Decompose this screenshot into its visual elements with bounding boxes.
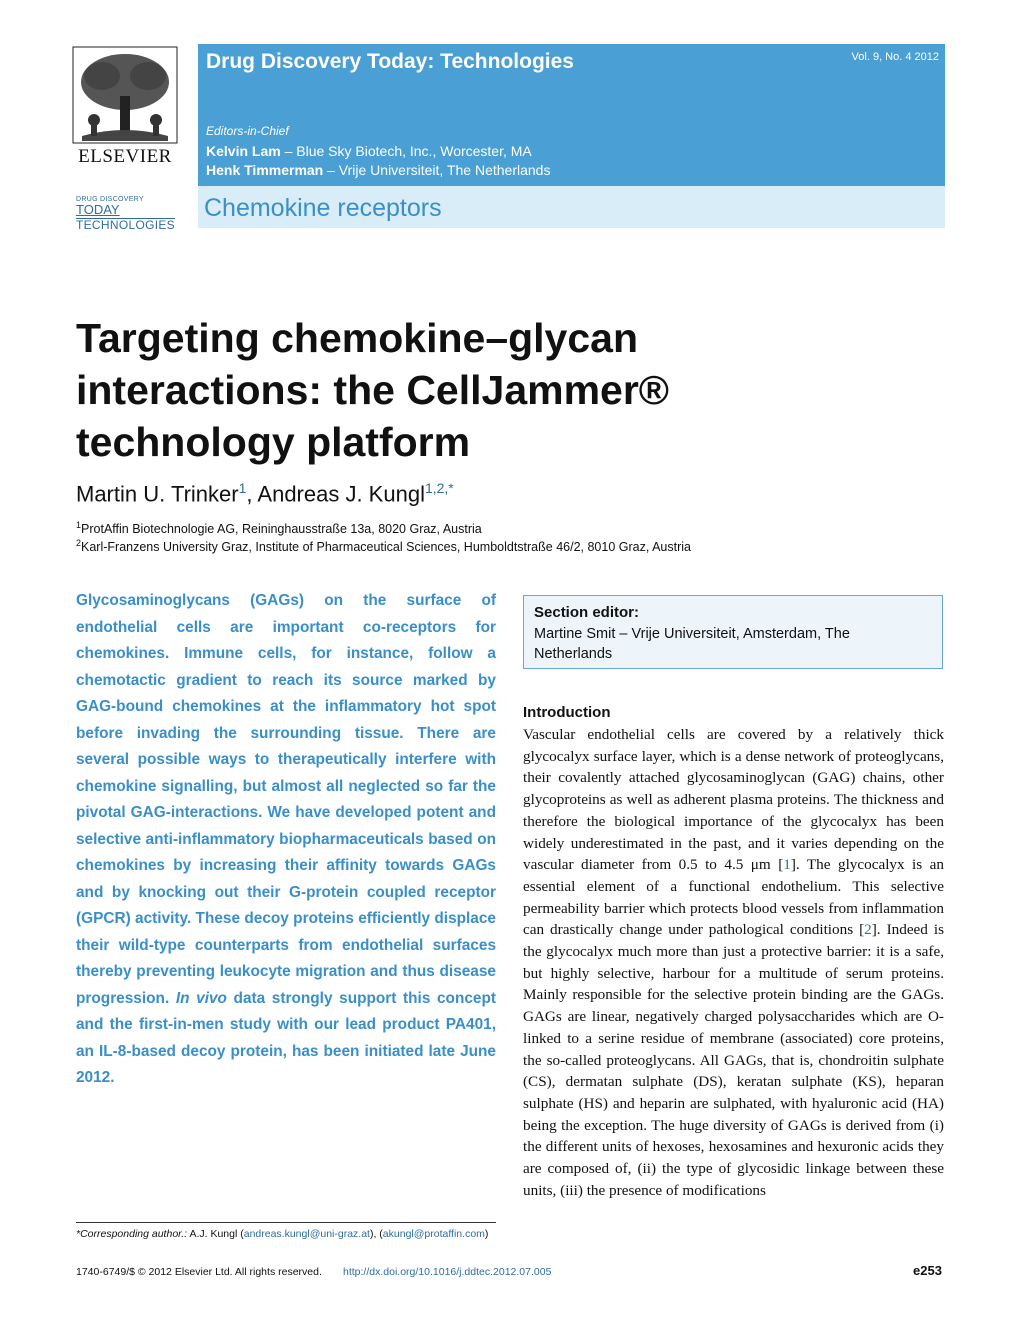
author-separator: , xyxy=(246,481,258,507)
section-title: Chemokine receptors xyxy=(204,194,442,222)
footnote-divider xyxy=(76,1222,496,1223)
footnote-end: ) xyxy=(484,1228,489,1240)
reference-link[interactable]: 2 xyxy=(864,921,872,939)
editor-entry xyxy=(206,162,550,178)
affiliation-text: Karl-Franzens University Graz, Institute of Pharmaceutical Sciences, Humboldtstraße 46/2, 8010 Graz, Austria xyxy=(81,540,691,555)
elsevier-logo xyxy=(72,46,178,168)
title-line: technology platform xyxy=(76,419,471,465)
editors-label: Editors-in-Chief xyxy=(206,124,289,138)
editor-name: Kelvin Lam xyxy=(206,143,281,159)
author-list xyxy=(76,480,454,507)
abstract-text: data strongly support this concept and the first-in-men study with our lead product PA401, an IL-8-based decoy protein, has been initiated late June 2012. xyxy=(76,989,497,1086)
journal-header-banner xyxy=(198,44,945,186)
body-text: ]. The glycocalyx is an essential element of a functional endothelium. This selective permeability barrier which protects blood vessels from inflammation can drastically change under pathological conditions [ xyxy=(523,856,944,939)
affiliation xyxy=(76,538,691,554)
affiliation xyxy=(76,520,482,536)
section-editor-label: Section editor: xyxy=(534,604,640,621)
elsevier-tree-icon xyxy=(72,46,178,144)
author-affil-sup: 1 xyxy=(238,480,247,496)
title-line: interactions: the CellJammer® xyxy=(76,367,669,413)
affiliation-text: ProtAffin Biotechnologie AG, Reininghausstraße 13a, 8020 Graz, Austria xyxy=(81,522,482,537)
editor-affiliation: – Vrije Universiteit, The Netherlands xyxy=(323,162,551,178)
footnote-name: A.J. Kungl ( xyxy=(187,1228,244,1240)
section-editor-name: Martine Smit – Vrije Universiteit, Amsterdam, The Netherlands xyxy=(534,626,850,662)
author-name: Martin U. Trinker xyxy=(76,481,239,507)
affiliation-sup: 2 xyxy=(76,538,82,548)
email-link[interactable]: andreas.kungl@uni-graz.at xyxy=(243,1228,370,1240)
publisher-name: ELSEVIER xyxy=(78,146,172,167)
abstract-text: Glycosaminoglycans (GAGs) on the surface of endothelial cells are important co-receptors for chemokines. Immune cells, for instance, follow a chemotactic gradient to reach its source marked by GAG-bound chemokines at the inflammatory hot spot before invading the surrounding tissue. There are several possible ways to therapeutically interfere with chemokine signalling, but almost all neglected so far the pivotal GAG-interactions. We have developed potent and selective anti-inflammatory biopharmaceuticals based on chemokines by increasing their affinity towards GAGs and by knocking out their G-protein coupled receptor (GPCR) activity. These decoy proteins efficiently displace their wild-type counterparts from endothelial surfaces thereby preventing leukocyte migration and thus disease progression. xyxy=(76,592,496,1007)
abstract-italic: In vivo xyxy=(175,989,227,1007)
editor-affiliation: – Blue Sky Biotech, Inc., Worcester, MA xyxy=(280,143,532,159)
reference-link[interactable]: 1 xyxy=(783,856,791,874)
section-banner xyxy=(198,186,945,228)
editor-name: Henk Timmerman xyxy=(206,162,324,178)
title-line: Targeting chemokine–glycan xyxy=(76,315,639,361)
footnote-label: *Corresponding author.: xyxy=(76,1228,188,1240)
volume-info: Vol. 9, No. 4 2012 xyxy=(851,51,939,63)
editor-entry xyxy=(206,143,532,159)
introduction-body xyxy=(523,724,944,1201)
email-link[interactable]: akungl@protaffin.com xyxy=(382,1228,485,1240)
introduction-heading: Introduction xyxy=(523,704,611,721)
copyright-notice: 1740-6749/$ © 2012 Elsevier Ltd. All rights reserved. xyxy=(76,1266,322,1278)
journal-logo xyxy=(76,196,180,232)
body-text: ]. Indeed is the glycocalyx much more than just a protective barrier: it is a safe, but highly selective, harbour for a multitude of serum proteins. Mainly responsible for the selective protein binding are the GAGs. GAGs are linear, negatively charged polysaccharides which are O-linked to a serine residue of membrane (associated) core proteins, the so-called proteoglycans. All GAGs, that is, chondroitin sulphate (CS), dermatan sulphate (DS), keratan sulphate (KS), heparan sulphate (HS) and heparin are sulphated, with hyaluronic acid (HA) being the exception. The huge diversity of GAGs is derived from (i) the different units of hexoses, hexosamines and hexuronic acids they are composed of, (ii) the type of glycosidic linkage between these units, (iii) the presence of modifications xyxy=(523,921,944,1199)
article-title xyxy=(76,312,816,468)
journal-logo-line2: TODAY xyxy=(76,202,120,217)
doi-link[interactable]: http://dx.doi.org/10.1016/j.ddtec.2012.07.005 xyxy=(343,1266,552,1278)
section-editor-box xyxy=(523,595,943,669)
corresponding-author-footnote xyxy=(76,1228,488,1240)
author-affil-sup: 1,2,* xyxy=(424,480,454,496)
page-number: e253 xyxy=(913,1263,942,1278)
journal-logo-line3: TECHNOLOGIES xyxy=(76,218,175,232)
body-text: Vascular endothelial cells are covered by a relatively thick glycocalyx surface layer, which is a dense network of proteoglycans, their covalently attached glycosaminoglycan (GAG) chains, other glycoproteins as well as adherent plasma proteins. The thickness and therefore the biological importance of the glycocalyx has been widely underestimated in the past, and it varies depending on the vascular diameter from 0.5 to 4.5 μm [ xyxy=(523,726,944,874)
abstract xyxy=(76,588,496,1092)
journal-title: Drug Discovery Today: Technologies xyxy=(206,50,574,73)
author-name: Andreas J. Kungl xyxy=(257,481,425,507)
affiliation-sup: 1 xyxy=(76,520,82,530)
footnote-sep: ), ( xyxy=(369,1228,383,1240)
journal-logo-line1: DRUG DISCOVERY xyxy=(76,196,144,203)
